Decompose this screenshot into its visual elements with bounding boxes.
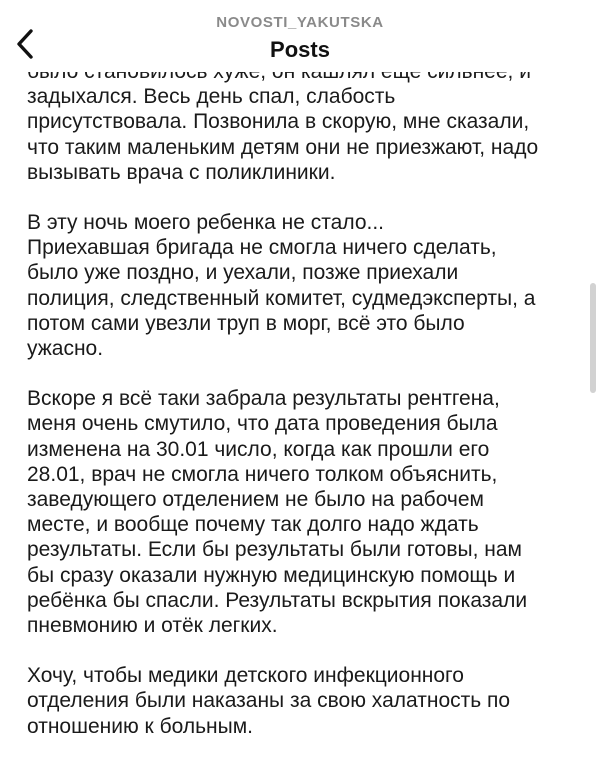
caption-line: заведующего отделением не было на рабочем bbox=[27, 488, 484, 512]
caption-line: потом сами увезли труп в морг, всё это было bbox=[27, 311, 465, 335]
caption-line: ужасно. bbox=[27, 337, 104, 361]
scrollbar[interactable] bbox=[590, 283, 596, 393]
caption-line: бы сразу оказали нужную медицинскую помощь и bbox=[27, 563, 516, 587]
caption-line: Приехавшая бригада не смогла ничего сделать, bbox=[27, 236, 497, 260]
caption-line: В эту ночь моего ребенка не стало... bbox=[27, 211, 385, 235]
post-caption bbox=[27, 59, 575, 764]
caption-line: результаты. Если бы результаты были готовы, нам bbox=[27, 538, 522, 562]
caption-line: отношению к больным. bbox=[27, 714, 253, 738]
caption-line: отделения были наказаны за свою халатность по bbox=[27, 689, 511, 713]
caption-line: полиция, следственный комитет, судмедэксперты, а bbox=[27, 286, 536, 310]
caption-line: меня очень смутило, что дата проведения была bbox=[27, 412, 498, 436]
top-bar bbox=[0, 0, 600, 72]
caption-line: ребёнка бы спасли. Результаты вскрытия показали bbox=[27, 588, 528, 612]
caption-paragraph bbox=[27, 663, 575, 739]
caption-line: изменена на 30.01 число, когда как прошли его bbox=[27, 437, 490, 461]
caption-line: 28.01, врач не смогла ничего толком объяснить, bbox=[27, 462, 498, 486]
caption-paragraph bbox=[27, 235, 575, 361]
caption-line: месте, и вообще почему так долго надо ждать bbox=[27, 513, 479, 537]
caption-line: Вскоре я всё таки забрала результаты рентгена, bbox=[27, 387, 500, 411]
caption-line: задыхался. Весь день спал, слабость bbox=[27, 85, 396, 109]
caption-line: что таким маленьким детям они не приезжают, надо bbox=[27, 135, 539, 159]
caption-line: пневмонию и отёк легких. bbox=[27, 614, 278, 638]
caption-line: Хочу, чтобы медики детского инфекционного bbox=[27, 664, 464, 688]
caption-line: вызывать врача с поликлиники. bbox=[27, 160, 336, 184]
page-title: Posts bbox=[270, 37, 330, 62]
account-username: NOVOSTI_YAKUTSKA bbox=[216, 14, 384, 31]
caption-line: присутствовала. Позвонила в скорую, мне сказали, bbox=[27, 110, 530, 134]
caption-paragraph bbox=[27, 386, 575, 638]
caption-paragraph bbox=[27, 210, 575, 235]
caption-line: было уже поздно, и уехали, позже приехали bbox=[27, 261, 459, 285]
caption-paragraph bbox=[27, 59, 575, 185]
